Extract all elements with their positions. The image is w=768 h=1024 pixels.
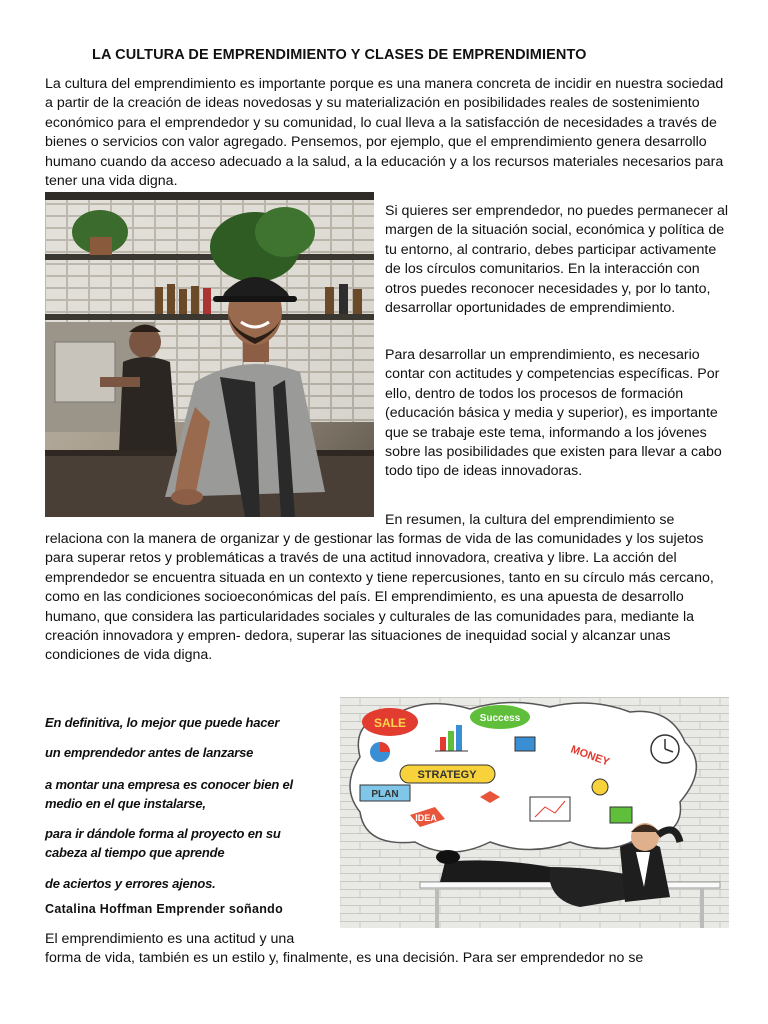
- paragraph-competencies: Para desarrollar un emprendimiento, es necesario contar con actitudes y competencias específicas. Por ello, dentro de todos los procesos de formación (educación básica y media y superior), es importante que se trabaje este tema, informando a los jóvenes sobre las posibilidades que existen para llevar a cabo todo tipo de ideas innovadoras.: [385, 347, 722, 480]
- doodle-idea: IDEA: [415, 813, 437, 823]
- quote-line: un emprendedor antes de lanzarse: [45, 745, 254, 760]
- doodle-money: MONEY: [568, 743, 611, 769]
- page-title: LA CULTURA DE EMPRENDIMIENTO Y CLASES DE EMPRENDIMIENTO: [92, 47, 587, 63]
- paragraph-summary: relaciona con la manera de organizar y de gestionar las formas de vida de las comunidades y los sujetos para superar retos y problemáticas a través de una actitud innovadora, creativa y libre. La acción del emprendedor se encuentra situada en un contexto y tiene repercusiones, tanto en su círculo más cercano, como en las condiciones socioeconómicas del país. El emprendimiento, es una apuesta de desarrollo humano, que considera las particularidades sociales y culturales de las comunidades para, mediante la creación innovadora y empren- dedora, superar las situaciones de inequidad social y alcanzar unas condiciones de vida digna.: [45, 531, 714, 664]
- doodle-sale: SALE: [373, 716, 407, 730]
- paragraph-summary-start: En resumen, la cultura del emprendimiento se: [385, 512, 675, 528]
- quote-line: de aciertos y errores ajenos.: [45, 876, 216, 891]
- cafe-entrepreneur-photo: [45, 192, 374, 517]
- quote-line: En definitiva, lo mejor que puede hacer: [45, 715, 280, 730]
- businessman-dreaming-photo: [340, 697, 729, 928]
- quote-line: a montar una empresa es conocer bien el medio en el que instalarse,: [45, 777, 293, 811]
- intro-paragraph: La cultura del emprendimiento es importante porque es una manera concreta de incidir en nuestra sociedad a partir de la creación de ideas novedosas y su materialización en posibilidades reales de sostenimiento económico para el emprendedor y su comunidad, lo cual lleva a la satisfacción de necesidades a través de bienes o servicios con valor agregado. Pensemos, por ejemplo, que el emprendimiento genera desarrollo humano cuando da acceso adecuado a la salud, a la educación y a los recursos materiales necesarios para tener una vida digna.: [45, 76, 724, 190]
- paragraph-participation: Si quieres ser emprendedor, no puedes permanecer al margen de la situación social, económica y política de tu entorno, al contrario, debes participar activamente de los círculos comunitarios. En la interacción con otros puedes reconocer necesidades y, por lo tanto, desarrollar oportunidades de emprendimiento.: [385, 203, 729, 317]
- doodle-success: Success: [479, 713, 521, 724]
- quote-line: para ir dándole forma al proyecto en su cabeza al tiempo que aprende: [45, 826, 281, 860]
- quote-author: Catalina Hoffman Emprender soñando: [45, 902, 284, 916]
- doodle-strategy: STRATEGY: [417, 769, 477, 781]
- final-line-2: forma de vida, también es un estilo y, finalmente, es una decisión. Para ser emprendedor no se: [45, 950, 644, 966]
- doodle-plan: PLAN: [371, 789, 399, 800]
- final-line-1: El emprendimiento es una actitud y una: [45, 931, 295, 947]
